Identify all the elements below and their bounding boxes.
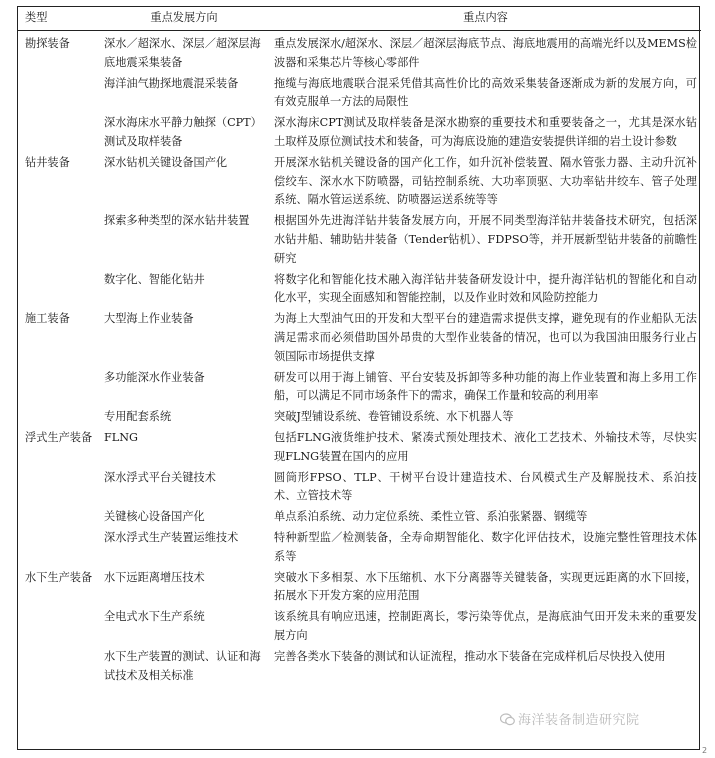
direction-cell: 深水钻机关键设备国产化 (104, 155, 228, 169)
table-row (18, 647, 701, 687)
direction-cell: 关键核心设备国产化 (104, 510, 205, 524)
table-frame (17, 6, 700, 750)
category-cell: 勘探装备 (25, 37, 70, 50)
content-cell: 特种新型监／检测装备，全寿命期智能化、数字化评估技术，设施完整性管理技术体系等 (274, 530, 697, 563)
direction-cell: 深水浮式平台关键技术 (104, 470, 216, 484)
content-cell: 研发可以用于海上铺管、平台安装及拆卸等多种功能的海上作业装置和海上多用工作船，可以满足不同市场条件下的需求，确保工作量和较高的利用率 (274, 370, 697, 403)
content-cell: 突破水下多相泵、水下压缩机、水下分离器等关键装备，实现更远距离的水下回接，拓展水下开发方案的应用范围 (274, 570, 697, 603)
content-cell: 突破J型铺设系统、卷管铺设系统、水下机器人等 (274, 410, 514, 424)
table-row (18, 407, 701, 428)
header-direction: 重点发展方向 (98, 7, 270, 31)
content-cell: 单点系泊系统、动力定位系统、柔性立管、系泊张紧器、钢缆等 (274, 510, 588, 524)
content-cell: 该系统具有响应迅速，控制距离长，零污染等优点，是海底油气田开发未来的重要发展方向 (274, 610, 697, 642)
header-row (18, 7, 701, 31)
direction-cell: 数字化、智能化钻井 (104, 272, 205, 286)
direction-cell: 深水浮式生产装置运维技术 (104, 530, 239, 544)
table-row (18, 153, 701, 211)
development-table (18, 7, 701, 686)
direction-cell: 专用配套系统 (104, 410, 172, 424)
wechat-icon (500, 713, 515, 726)
table-row (18, 507, 701, 528)
direction-cell: FLNG (104, 430, 138, 444)
category-cell: 钻井装备 (25, 155, 70, 169)
content-cell: 完善各类水下装备的测试和认证流程，推动水下装备在完成样机后尽快投入使用 (274, 649, 666, 663)
direction-cell: 海洋油气勘探地震混采装备 (104, 76, 239, 90)
category-cell: 浮式生产装备 (25, 430, 93, 444)
content-cell: 根据国外先进海洋钻井装备发展方向，开展不同类型海洋钻井装备技术研究，包括深水钻井船、辅助钻井装备（Tender钻机）、FDPSO等，并开展新型钻井装备的前瞻性研究 (274, 214, 697, 265)
corner-mark: 2 (702, 746, 708, 755)
content-cell: 为海上大型油气田的开发和大型平台的建造需求提供支撑，避免现有的作业船队无法满足需求而必须借助国外昂贵的大型作业装备的情况，也可以为我国油田服务行业占领国际市场提供支撑 (274, 312, 697, 363)
content-cell: 深水海床CPT测试及取样装备是深水勘察的重要技术和重要装备之一，尤其是深水钻土取样及原位测试技术和装备，可为海底设施的建造安装提供详细的岩土设计参数 (274, 116, 697, 148)
table-row (18, 428, 701, 468)
header-content: 重点内容 (270, 7, 701, 31)
direction-cell: 全电式水下生产系统 (104, 610, 205, 624)
direction-cell: 水下生产装置的测试、认证和海试技术及相关标准 (104, 649, 261, 682)
category-cell: 水下生产装备 (25, 570, 93, 584)
content-cell: 开展深水钻机关键设备的国产化工作，如升沉补偿装置、隔水管张力器、主动升沉补偿绞车、深水水下防喷器，司钻控制系统、大功率顶驱、大功率钻井绞车、管子处理系统、隔水管运送系统、防喷器运送系统等等 (274, 155, 697, 207)
direction-cell: 水下远距离增压技术 (104, 570, 205, 584)
content-cell: 重点发展深水/超深水、深层／超深层海底节点、海底地震用的高端光纤以及MEMS检波器和采集芯片等核心零部件 (274, 37, 697, 69)
content-cell: 拖缆与海底地震联合混采凭借其高性价比的高效采集装备逐渐成为新的发展方向，可有效克服单一方法的局限性 (274, 76, 697, 109)
table-row (18, 368, 701, 408)
table-row (18, 528, 701, 568)
table-row (18, 34, 701, 74)
header-type: 类型 (18, 7, 98, 31)
table-row (18, 270, 701, 310)
table-row (18, 568, 701, 608)
table-row (18, 211, 701, 269)
content-cell: 包括FLNG液货维护技术、紧凑式预处理技术、液化工艺技术、外输技术等，尽快实现FLNG装置在国内的应用 (274, 430, 697, 463)
table-row (18, 607, 701, 647)
content-cell: 将数字化和智能化技术融入海洋钻井装备研发设计中，提升海洋钻机的智能化和自动化水平，实现全面感知和智能控制，以及作业时效和风险防控能力 (274, 272, 697, 305)
direction-cell: 探索多种类型的深水钻井装置 (104, 214, 250, 228)
direction-cell: 大型海上作业装备 (104, 312, 194, 326)
watermark-text: 海洋装备制造研究院 (518, 713, 640, 728)
table-row (18, 468, 701, 508)
table-row (18, 113, 701, 153)
table-body (18, 31, 701, 687)
direction-cell: 多功能深水作业装备 (104, 370, 205, 384)
table-row (18, 309, 701, 367)
watermark (500, 709, 640, 728)
content-cell: 圆筒形FPSO、TLP、干树平台设计建造技术、台风模式生产及解脱技术、系泊技术、立管技术等 (274, 470, 697, 503)
table-row (18, 74, 701, 114)
category-cell: 施工装备 (25, 312, 70, 326)
direction-cell: 深水／超深水、深层／超深层海底地震采集装备 (104, 37, 261, 69)
direction-cell: 深水海床水平静力触探（CPT）测试及取样装备 (104, 116, 262, 148)
